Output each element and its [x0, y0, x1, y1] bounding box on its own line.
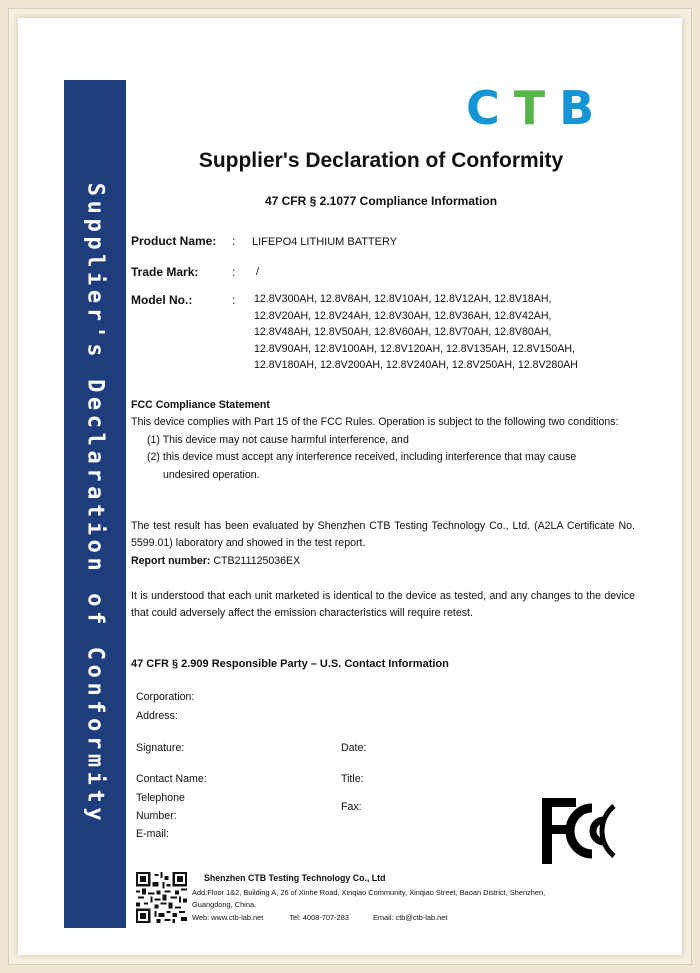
model-list [254, 291, 634, 374]
corporation-label: Corporation: [136, 691, 195, 703]
footer-contact-line [192, 913, 447, 922]
trade-mark-label: Trade Mark: [131, 265, 199, 279]
logo-letter-c: C [466, 81, 514, 135]
address-label: Address: [136, 710, 178, 722]
fcc-statement [131, 397, 635, 484]
fcc-statement-intro: This device complies with Part 15 of the FCC Rules. Operation is subject to the following two conditions: [131, 416, 619, 429]
test-result-paragraph [131, 518, 635, 570]
title-label: Title: [341, 773, 364, 785]
trade-mark-value: / [256, 266, 260, 278]
fcc-logo-icon [540, 796, 620, 866]
understood-paragraph: It is understood that each unit marketed is identical to the device as tested, and any changes to the device that could adversely affect the emission characteristics will require retest. [131, 590, 635, 620]
document-subtitle: 47 CFR § 2.1077 Compliance Information [264, 194, 498, 208]
responsible-party-heading: 47 CFR § 2.909 Responsible Party – U.S. Contact Information [131, 658, 449, 670]
date-label: Date: [341, 742, 367, 754]
model-no-colon: : [232, 293, 236, 307]
side-banner-text: Supplier's Declaration of Conformity [82, 182, 108, 826]
product-name-value: LIFEPO4 LITHIUM BATTERY [252, 236, 398, 248]
fcc-statement-heading: FCC Compliance Statement [131, 399, 270, 411]
footer-address-line-2: Guangdong, China. [192, 900, 257, 909]
condition-2-continued: undesired operation. [163, 468, 260, 481]
model-no-label: Model No.: [131, 293, 193, 307]
product-name-colon: : [232, 234, 236, 248]
footer-company: Shenzhen CTB Testing Technology Co., Ltd [204, 873, 386, 883]
logo-letter-b: B [559, 81, 609, 135]
report-number-value: CTB211125036EX [213, 554, 301, 567]
contact-name-label: Contact Name: [136, 773, 207, 785]
condition-1: (1) This device may not cause harmful interference, and [147, 433, 409, 446]
footer-address-line-1: Add:Floor 1&2, Building A, 26 of Xinhe Road, Xinqiao Community, Xinqiao Street, Baoan District, Shenzhen, [192, 888, 546, 897]
fax-label: Fax: [341, 801, 362, 813]
email-label: E-mail: [136, 828, 169, 840]
qr-code-icon [136, 872, 187, 923]
test-result-text: The test result has been evaluated by Shenzhen CTB Testing Technology Co., Ltd. (A2LA Certificate No. 5599.01) laboratory and showed in the test report. [131, 520, 635, 550]
report-number-label: Report number: [131, 554, 211, 567]
model-line: 12.8V90AH, 12.8V100AH, 12.8V120AH, 12.8V135AH, 12.8V150AH, [254, 342, 575, 355]
product-name-label: Product Name: [131, 234, 217, 248]
condition-2: (2) this device must accept any interference received, including interference that may cause [147, 451, 577, 464]
telephone-label: Telephone [136, 792, 185, 804]
document-title: Supplier's Declaration of Conformity [198, 149, 564, 172]
footer-tel: Tel: 4008-707-283 [289, 913, 349, 922]
logo-letter-t: T [513, 81, 560, 135]
footer-web: Web: www.ctb-lab.net [192, 913, 264, 922]
number-label: Number: [136, 810, 177, 822]
model-line: 12.8V20AH, 12.8V24AH, 12.8V30AH, 12.8V36AH, 12.8V42AH, [254, 309, 552, 322]
model-line: 12.8V180AH, 12.8V200AH, 12.8V240AH, 12.8V250AH, 12.8V280AH [254, 359, 578, 372]
signature-label: Signature: [136, 742, 185, 754]
model-line: 12.8V300AH, 12.8V8AH, 12.8V10AH, 12.8V12AH, 12.8V18AH, [254, 293, 552, 305]
ctb-logo [466, 81, 609, 135]
model-line: 12.8V48AH, 12.8V50AH, 12.8V60AH, 12.8V70AH, 12.8V80AH, [254, 326, 552, 339]
footer-email: Email: ctb@ctb-lab.net [372, 913, 448, 922]
trade-mark-colon: : [232, 265, 236, 279]
